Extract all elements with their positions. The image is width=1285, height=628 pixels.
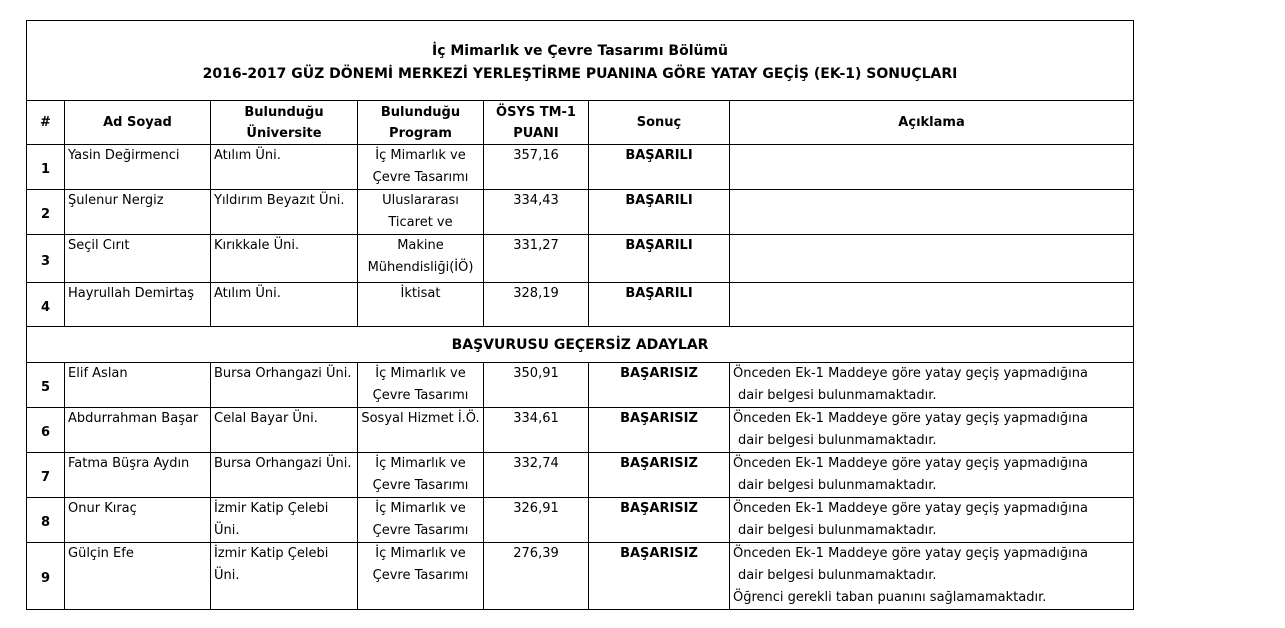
applicant-name: Abdurrahman Başar xyxy=(65,408,211,453)
program-cell xyxy=(358,453,484,498)
program-cell xyxy=(358,543,484,610)
program-line-1: İç Mimarlık ve xyxy=(375,546,466,561)
accepted-rows xyxy=(27,145,1134,327)
program-line-1: İç Mimarlık ve xyxy=(375,148,466,163)
program-line-1: İç Mimarlık ve xyxy=(375,456,466,471)
program-cell xyxy=(358,408,484,453)
row-number: 8 xyxy=(27,498,65,543)
result-cell: BAŞARILI xyxy=(589,235,730,283)
header-result: Sonuç xyxy=(589,101,730,145)
note-line-2: dair belgesi bulunmamaktadır. xyxy=(738,388,937,403)
program-line-1: Makine xyxy=(397,238,444,253)
score-cell: 332,74 xyxy=(484,453,589,498)
result-cell: BAŞARISIZ xyxy=(589,408,730,453)
program-line-2: Çevre Tasarımı xyxy=(372,523,469,538)
note-cell xyxy=(730,363,1134,408)
header-university-l2: Üniversite xyxy=(246,125,322,141)
note-line-1: Önceden Ek-1 Maddeye göre yatay geçiş yapmadığına xyxy=(733,366,1088,381)
note-line-2: dair belgesi bulunmamaktadır. xyxy=(738,433,937,448)
university-line-1: İzmir Katip Çelebi xyxy=(214,501,329,516)
program-line-2: Çevre Tasarımı xyxy=(372,478,469,493)
header-score xyxy=(484,101,589,145)
title-line-1: İç Mimarlık ve Çevre Tasarımı Bölümü xyxy=(431,42,729,59)
applicant-name: Onur Kıraç xyxy=(65,498,211,543)
note-line-1: Önceden Ek-1 Maddeye göre yatay geçiş yapmadığına xyxy=(733,501,1088,516)
university-cell xyxy=(211,145,358,190)
program-line-2: Çevre Tasarımı xyxy=(372,170,469,185)
result-cell: BAŞARISIZ xyxy=(589,363,730,408)
header-university-l1: Bulunduğu xyxy=(244,104,324,120)
program-line-1: Uluslararası xyxy=(382,193,459,208)
results-table xyxy=(26,20,1134,610)
note-line-2: dair belgesi bulunmamaktadır. xyxy=(738,568,937,583)
note-cell xyxy=(730,235,1134,283)
header-program-l2: Program xyxy=(389,125,452,141)
program-line-2: Mühendisliği(İÖ) xyxy=(367,260,474,275)
university-cell xyxy=(211,498,358,543)
header-program xyxy=(358,101,484,145)
university-line-1: Atılım Üni. xyxy=(214,148,281,163)
program-cell xyxy=(358,283,484,327)
university-line-2: Üni. xyxy=(214,523,240,538)
header-num: # xyxy=(27,101,65,145)
note-line-1: Önceden Ek-1 Maddeye göre yatay geçiş yapmadığına xyxy=(733,411,1088,426)
university-cell xyxy=(211,543,358,610)
program-line-1: İç Mimarlık ve xyxy=(375,501,466,516)
table-row xyxy=(27,145,1134,190)
result-cell: BAŞARISIZ xyxy=(589,543,730,610)
university-line-1: Celal Bayar Üni. xyxy=(214,411,318,426)
program-line-2: Ticaret ve xyxy=(388,215,453,230)
score-cell: 328,19 xyxy=(484,283,589,327)
applicant-name: Hayrullah Demirtaş xyxy=(65,283,211,327)
program-cell xyxy=(358,235,484,283)
note-line-2: dair belgesi bulunmamaktadır. xyxy=(738,523,937,538)
table-row xyxy=(27,190,1134,235)
note-line-1: Önceden Ek-1 Maddeye göre yatay geçiş yapmadığına xyxy=(733,546,1088,561)
header-row xyxy=(27,101,1134,145)
note-line-1: Önceden Ek-1 Maddeye göre yatay geçiş yapmadığına xyxy=(733,456,1088,471)
score-cell: 350,91 xyxy=(484,363,589,408)
university-line-1: Atılım Üni. xyxy=(214,286,281,301)
program-line-1: İç Mimarlık ve xyxy=(375,366,466,381)
row-number: 9 xyxy=(27,543,65,610)
score-cell: 357,16 xyxy=(484,145,589,190)
row-number: 3 xyxy=(27,235,65,283)
result-cell: BAŞARISIZ xyxy=(589,498,730,543)
note-cell xyxy=(730,453,1134,498)
note-cell xyxy=(730,543,1134,610)
table-row xyxy=(27,235,1134,283)
applicant-name: Şulenur Nergiz xyxy=(65,190,211,235)
row-number: 2 xyxy=(27,190,65,235)
university-cell xyxy=(211,408,358,453)
section-row xyxy=(27,327,1134,363)
university-line-1: Bursa Orhangazi Üni. xyxy=(214,456,352,471)
score-cell: 276,39 xyxy=(484,543,589,610)
program-line-2: Çevre Tasarımı xyxy=(372,388,469,403)
note-line-3: Öğrenci gerekli taban puanını sağlamamaktadır. xyxy=(733,590,1047,605)
title-line-2: 2016-2017 GÜZ DÖNEMİ MERKEZİ YERLEŞTİRME PUANINA GÖRE YATAY GEÇİŞ (EK-1) SONUÇLARI xyxy=(202,65,958,82)
university-cell xyxy=(211,283,358,327)
table-row xyxy=(27,543,1134,610)
university-cell xyxy=(211,235,358,283)
header-name: Ad Soyad xyxy=(65,101,211,145)
university-line-1: İzmir Katip Çelebi xyxy=(214,546,329,561)
applicant-name: Elif Aslan xyxy=(65,363,211,408)
score-cell: 334,43 xyxy=(484,190,589,235)
program-cell xyxy=(358,498,484,543)
score-cell: 334,61 xyxy=(484,408,589,453)
row-number: 5 xyxy=(27,363,65,408)
table-row xyxy=(27,363,1134,408)
applicant-name: Seçil Cırıt xyxy=(65,235,211,283)
university-cell xyxy=(211,363,358,408)
result-cell: BAŞARISIZ xyxy=(589,453,730,498)
invalid-rows xyxy=(27,363,1134,610)
table-row xyxy=(27,453,1134,498)
university-line-1: Bursa Orhangazi Üni. xyxy=(214,366,352,381)
note-line-2: dair belgesi bulunmamaktadır. xyxy=(738,478,937,493)
table-row xyxy=(27,408,1134,453)
row-number: 7 xyxy=(27,453,65,498)
university-line-1: Yıldırım Beyazıt Üni. xyxy=(214,193,345,208)
note-cell xyxy=(730,190,1134,235)
header-program-l1: Bulunduğu xyxy=(380,104,461,120)
document-title xyxy=(27,21,1134,101)
row-number: 6 xyxy=(27,408,65,453)
note-cell xyxy=(730,283,1134,327)
title-row xyxy=(27,21,1134,101)
result-cell: BAŞARILI xyxy=(589,190,730,235)
note-cell xyxy=(730,145,1134,190)
applicant-name: Fatma Büşra Aydın xyxy=(65,453,211,498)
program-cell xyxy=(358,363,484,408)
row-number: 4 xyxy=(27,283,65,327)
table-row xyxy=(27,283,1134,327)
section-title: BAŞVURUSU GEÇERSİZ ADAYLAR xyxy=(27,327,1134,363)
university-cell xyxy=(211,453,358,498)
applicant-name: Yasin Değirmenci xyxy=(65,145,211,190)
header-university xyxy=(211,101,358,145)
applicant-name: Gülçin Efe xyxy=(65,543,211,610)
table-row xyxy=(27,498,1134,543)
note-cell xyxy=(730,408,1134,453)
header-score-l1: ÖSYS TM-1 xyxy=(496,104,576,120)
university-line-1: Kırıkkale Üni. xyxy=(214,238,300,253)
result-cell: BAŞARILI xyxy=(589,145,730,190)
program-line-1: İktisat xyxy=(400,286,441,301)
header-note: Açıklama xyxy=(730,101,1134,145)
university-cell xyxy=(211,190,358,235)
header-score-l2: PUANI xyxy=(513,125,559,141)
row-number: 1 xyxy=(27,145,65,190)
university-line-2: Üni. xyxy=(214,568,240,583)
program-cell xyxy=(358,190,484,235)
note-cell xyxy=(730,498,1134,543)
score-cell: 326,91 xyxy=(484,498,589,543)
result-cell: BAŞARILI xyxy=(589,283,730,327)
score-cell: 331,27 xyxy=(484,235,589,283)
program-cell xyxy=(358,145,484,190)
program-line-2: Çevre Tasarımı xyxy=(372,568,469,583)
program-line-1: Sosyal Hizmet İ.Ö. xyxy=(361,411,480,426)
